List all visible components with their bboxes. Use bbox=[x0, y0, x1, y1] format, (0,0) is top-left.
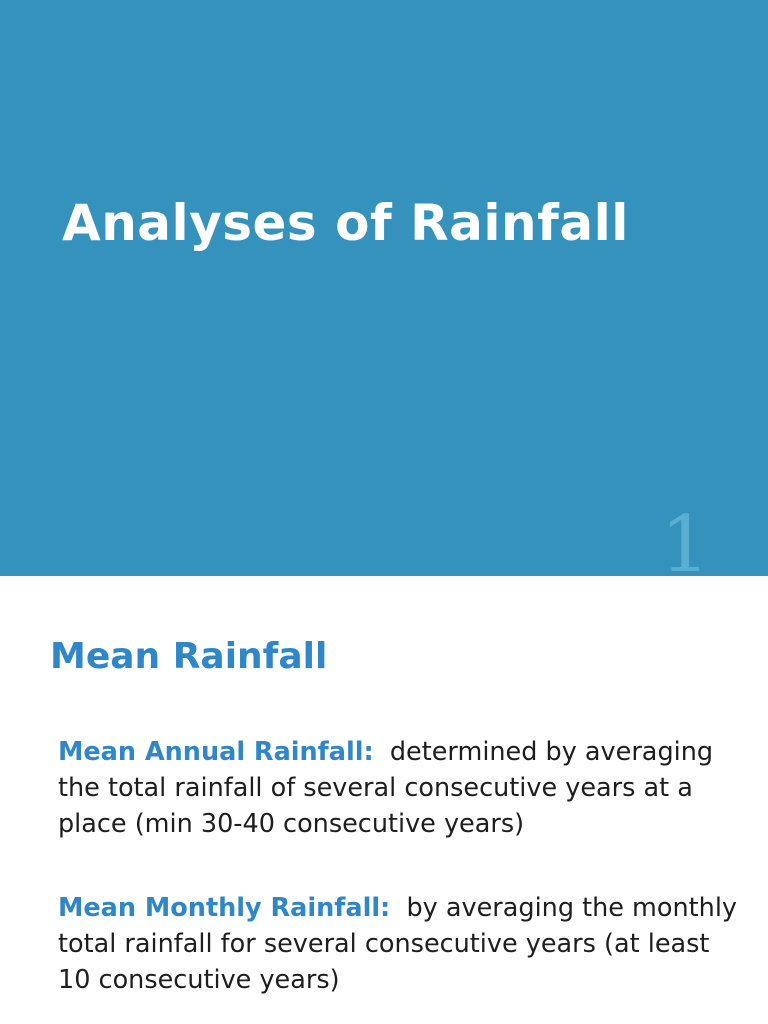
slide-number: 1 bbox=[660, 500, 710, 576]
slide-title: Analyses of Rainfall bbox=[62, 194, 629, 252]
definition-term: Mean Annual Rainfall: bbox=[58, 737, 374, 767]
definition-text: determined by averaging the total rainfall of several consecutive years at a place (min 30-40 consecutive years) bbox=[58, 737, 714, 839]
definition-paragraph bbox=[58, 890, 748, 998]
section-heading: Mean Rainfall bbox=[50, 636, 328, 677]
definition-text: by averaging the monthly total rainfall for several consecutive years (at least 10 consecutive years) bbox=[58, 893, 738, 995]
content-slide bbox=[0, 576, 768, 1024]
definition-paragraph bbox=[58, 734, 748, 842]
definition-term: Mean Monthly Rainfall: bbox=[58, 893, 391, 923]
